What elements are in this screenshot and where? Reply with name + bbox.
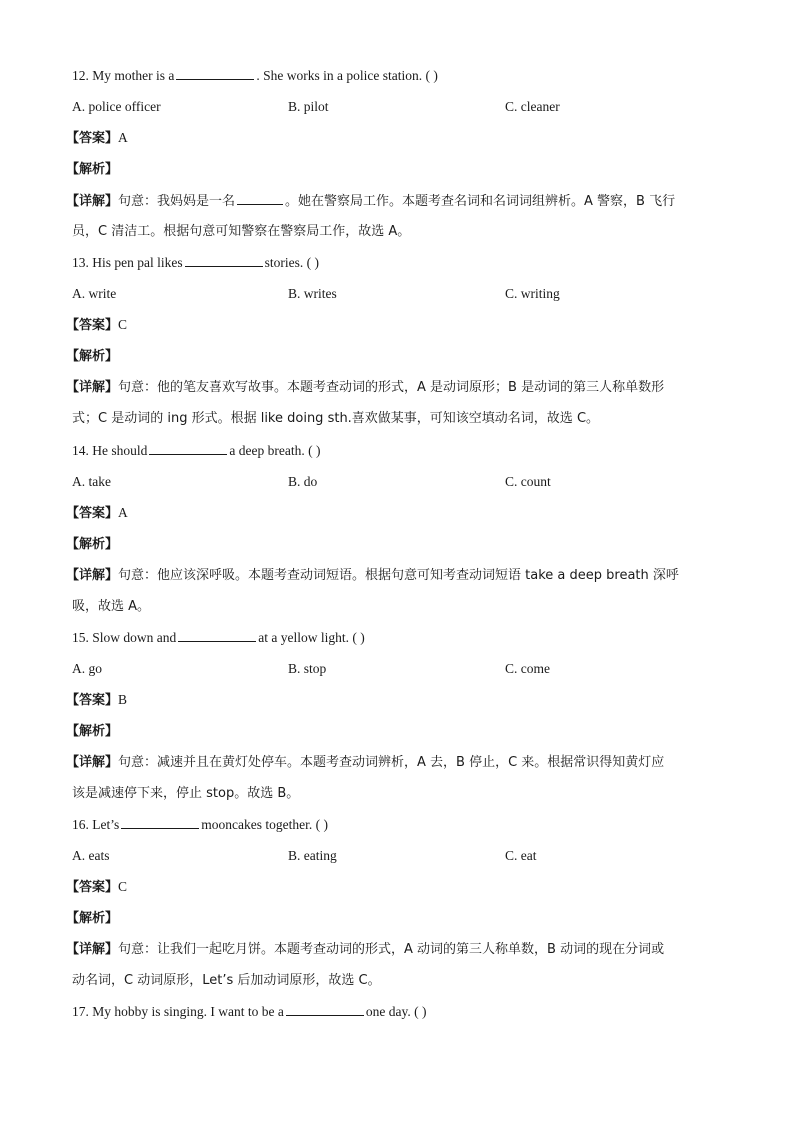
answer-label: 【答案】 bbox=[66, 131, 119, 147]
analysis-label-text: 【解析】 bbox=[66, 348, 119, 364]
detail-line bbox=[72, 223, 410, 241]
question-line bbox=[72, 254, 319, 272]
detail-label: 【详解】 bbox=[66, 941, 119, 957]
question-line-17 bbox=[72, 1003, 426, 1021]
detail-text: 句意：我妈妈是一名 bbox=[118, 193, 236, 209]
answer-line bbox=[66, 504, 128, 523]
answer-value: A bbox=[118, 505, 128, 521]
answer-blank bbox=[176, 67, 254, 80]
answer-line bbox=[66, 878, 127, 897]
question-text-after: stories. ( ) bbox=[264, 255, 319, 270]
answer-value: C bbox=[118, 317, 128, 333]
option-b: B. eating bbox=[288, 848, 337, 864]
question-text-before: 14. He should bbox=[72, 443, 148, 458]
analysis-label-text: 【解析】 bbox=[66, 723, 119, 739]
option-b: B. stop bbox=[288, 661, 327, 677]
option-a: A. eats bbox=[72, 848, 110, 864]
detail-label: 【详解】 bbox=[66, 567, 119, 583]
detail-text: 吸，故选 A。 bbox=[72, 599, 151, 614]
question-text-after: a deep breath. ( ) bbox=[229, 443, 321, 458]
analysis-label-text: 【解析】 bbox=[66, 910, 119, 926]
option-a: A. go bbox=[72, 661, 102, 677]
detail-line bbox=[66, 567, 679, 585]
detail-text: 该是减速停下来，停止 stop。故选 B。 bbox=[72, 786, 300, 801]
answer-value: B bbox=[118, 692, 128, 708]
question-line bbox=[72, 67, 438, 85]
option-c: C. come bbox=[505, 661, 550, 677]
option-c: C. eat bbox=[505, 848, 537, 864]
option-a: A. police officer bbox=[72, 99, 161, 115]
option-a: A. write bbox=[72, 286, 117, 302]
detail-line bbox=[66, 192, 675, 211]
question-line bbox=[72, 816, 328, 834]
answer-blank bbox=[185, 254, 263, 267]
detail-text: 员，C 清洁工。根据句意可知警察在警察局工作，故选 A。 bbox=[72, 224, 411, 239]
answer-blank bbox=[121, 816, 199, 829]
detail-label: 【详解】 bbox=[66, 754, 119, 770]
detail-text: 句意：减速并且在黄灯处停车。本题考查动词辨析，A 去，B 停止，C 来。根据常识得知黄灯应 bbox=[118, 754, 665, 770]
question-text-after: mooncakes together. ( ) bbox=[201, 817, 328, 832]
analysis-label bbox=[66, 348, 118, 366]
question-text-before: 12. My mother is a bbox=[72, 68, 175, 83]
answer-line bbox=[66, 129, 128, 148]
question-text-after: . She works in a police station. ( ) bbox=[256, 68, 438, 83]
question-text-before: 15. Slow down and bbox=[72, 630, 177, 645]
detail-line bbox=[66, 379, 664, 397]
analysis-label bbox=[66, 723, 118, 741]
option-c: C. cleaner bbox=[505, 99, 560, 115]
detail-line bbox=[72, 598, 150, 616]
detail-line bbox=[72, 972, 381, 990]
question-text-after: one day. ( ) bbox=[365, 1004, 427, 1019]
answer-line bbox=[66, 316, 127, 335]
analysis-label-text: 【解析】 bbox=[66, 536, 119, 552]
detail-text: 动名词，C 动词原形，Let’s 后加动词原形，故选 C。 bbox=[72, 973, 381, 988]
detail-text: 句意：他的笔友喜欢写故事。本题考查动词的形式，A 是动词原形；B 是动词的第三人称单数形 bbox=[118, 379, 665, 395]
detail-label: 【详解】 bbox=[66, 193, 119, 209]
detail-text-after: 。她在警察局工作。本题考查名词和名词词组辨析。A 警察，B 飞行 bbox=[285, 193, 676, 209]
question-text-before: 17. My hobby is singing. I want to be a bbox=[72, 1004, 284, 1019]
option-c: C. writing bbox=[505, 286, 560, 302]
option-b: B. do bbox=[288, 474, 318, 490]
analysis-label bbox=[66, 536, 118, 554]
option-b: B. pilot bbox=[288, 99, 329, 115]
question-line bbox=[72, 629, 365, 647]
answer-blank bbox=[149, 442, 227, 455]
answer-line bbox=[66, 691, 127, 710]
answer-label: 【答案】 bbox=[66, 693, 119, 709]
answer-value: A bbox=[118, 130, 128, 146]
answer-blank bbox=[286, 1003, 364, 1016]
option-a: A. take bbox=[72, 474, 111, 490]
option-c: C. count bbox=[505, 474, 551, 490]
detail-line bbox=[72, 785, 299, 803]
question-line bbox=[72, 442, 320, 460]
answer-blank bbox=[178, 629, 256, 642]
detail-text: 句意：让我们一起吃月饼。本题考查动词的形式，A 动词的第三人称单数，B 动词的现在分词或 bbox=[118, 941, 665, 957]
option-b: B. writes bbox=[288, 286, 337, 302]
answer-label: 【答案】 bbox=[66, 880, 119, 896]
answer-label: 【答案】 bbox=[66, 318, 119, 334]
analysis-label-text: 【解析】 bbox=[66, 161, 119, 177]
question-text-before: 16. Let’s bbox=[72, 817, 120, 832]
detail-blank bbox=[237, 192, 283, 205]
answer-label: 【答案】 bbox=[66, 506, 119, 522]
question-text-after: at a yellow light. ( ) bbox=[258, 630, 365, 645]
detail-line bbox=[66, 941, 664, 959]
detail-label: 【详解】 bbox=[66, 379, 119, 395]
analysis-label bbox=[66, 910, 118, 928]
answer-value: C bbox=[118, 879, 128, 895]
detail-line bbox=[66, 754, 664, 772]
detail-line bbox=[72, 410, 599, 428]
detail-text: 句意：他应该深呼吸。本题考查动词短语。根据句意可知考查动词短语 take a deep breath 深呼 bbox=[118, 567, 679, 583]
detail-text: 式；C 是动词的 ing 形式。根据 like doing sth.喜欢做某事，可知该空填动名词，故选 C。 bbox=[72, 411, 600, 426]
question-text-before: 13. His pen pal likes bbox=[72, 255, 183, 270]
analysis-label bbox=[66, 161, 118, 179]
